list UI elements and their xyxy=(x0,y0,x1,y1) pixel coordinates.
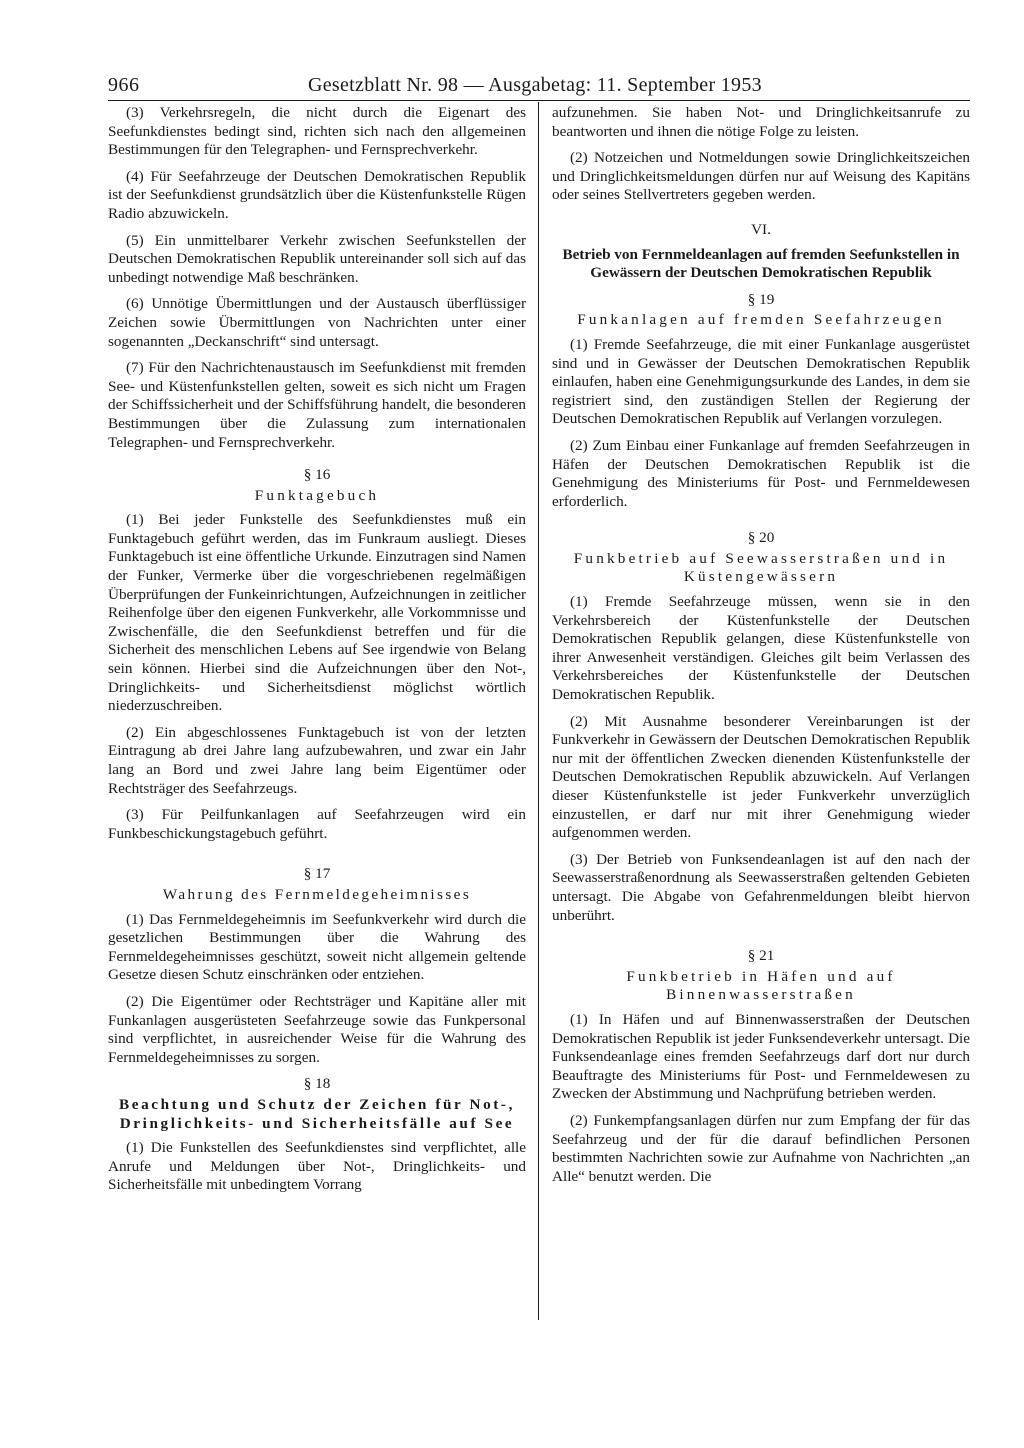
paragraph: (1) In Häfen und auf Binnenwasserstraßen der Deutschen Demokratischen Republik ist jeder Funksendeverkehr untersagt. Die Funksendeanlage eines fremden Seefahrzeugs darf dort nur durch Beauftragte des Ministeriums für Post- und Fernmeldewesen zu Zwecken der Abstimmung und Nachprüfung betrieben werden. xyxy=(552,1010,970,1103)
paragraph: (3) Der Betrieb von Funksendeanlagen ist auf den nach der Seewasserstraßenordnung als Seewasserstraßen geltenden Gebieten untersagt. Die Abgabe von Gefahrenmeldungen bleibt hiervon unberührt. xyxy=(552,850,970,924)
paragraph: (5) Ein unmittelbarer Verkehr zwischen Seefunkstellen der Deutschen Demokratischen Republik untereinander soll sich auf das unbedingt notwendige Maß beschränken. xyxy=(108,231,526,286)
paragraph: (2) Funkempfangsanlagen dürfen nur zum Empfang der für das Seefahrzeug und der für die darauf befindlichen Personen bestimmten Nachrichten sowie zur Aufnahme von Nachrichten „an Alle“ benutzt werden. Die xyxy=(552,1111,970,1185)
paragraph: (4) Für Seefahrzeuge der Deutschen Demokratischen Republik ist der Seefunkdienst grundsätzlich über die Küstenfunkstelle Rügen Radio abzuwickeln. xyxy=(108,167,526,222)
paragraph: (1) Bei jeder Funkstelle des Seefunkdienstes muß ein Funktagebuch geführt werden, das im Funkraum ausliegt. Dieses Funktagebuch ist eine öffentliche Urkunde. Einzutragen sind Namen der Funker, Vermerke über die vorgeschriebenen regelmäßigen Überprüfungen der Funkeinrichtungen, Aufzeichnungen in zeitlicher Reihenfolge über den eigenen Funkverkehr, alle Vorkommnisse und Zwischenfälle, die den Seefunkdienst betreffen und für die Sicherheit des menschlichen Lebens auf See irgendwie von Belang sein können. Hierbei sind die Aufzeichnungen über den Not-, Dringlichkeits- und Sicherheitsdienst möglichst wörtlich niederzuschreiben. xyxy=(108,511,526,715)
part-number: VI. xyxy=(751,220,771,238)
paragraph: (7) Für den Nachrichtenaustausch im Seefunkdienst mit fremden See- und Küstenfunkstellen gelten, soweit es sich nicht um Fragen der Schiffssicherheit und der Schiffsführung handelt, die besonderen Bestimmungen über die Zulassung zum internationalen Telegraphen- und Fernsprechverkehr. xyxy=(108,359,526,451)
paragraph: (3) Verkehrsregeln, die nicht durch die Eigenart des Seefunkdienstes bedingt sind, richten sich nach den allgemeinen Bestimmungen für den Telegraphen- und Fernsprechverkehr. xyxy=(108,104,526,159)
section-title-16: Funktagebuch xyxy=(254,486,380,504)
right-column xyxy=(552,104,970,1194)
paragraph: (6) Unnötige Übermittlungen und der Austausch überflüssiger Zeichen sowie Übermittlungen von Nachrichten unter einer sogenannten „Deckanschrift“ sind untersagt. xyxy=(108,295,526,350)
section-number-17: § 17 xyxy=(303,865,331,883)
column-divider xyxy=(538,102,539,1320)
paragraph: (2) Ein abgeschlossenes Funktagebuch ist von der letzten Eintragung ab drei Jahre lang aufzubewahren, und zwar ein Jahr lang an Bord und zwei Jahre lang beim Eigentümer oder Rechtsträger des Seefahrzeugs. xyxy=(108,723,526,797)
page-number: 966 xyxy=(108,74,140,96)
section-title-19: Funkanlagen auf fremden Seefahrzeugen xyxy=(577,311,945,329)
header-title: Gesetzblatt Nr. 98 — Ausgabetag: 11. September 1953 xyxy=(308,74,762,96)
part-title: Betrieb von Fernmeldeanlagen auf fremden Seefunkstellen in Gewässern der Deutschen Demokratischen Republik xyxy=(562,245,960,282)
left-column xyxy=(108,104,526,1203)
section-number-20: § 20 xyxy=(747,529,775,547)
section-title-17: Wahrung des Fernmeldegeheimnisses xyxy=(162,885,472,903)
section-title-18: Beachtung und Schutz der Zeichen für Not-, Dringlichkeits- und Sicherheitsfälle auf See xyxy=(119,1095,515,1132)
paragraph: (2) Notzeichen und Notmeldungen sowie Dringlichkeitszeichen und Dringlichkeitsmeldungen dürfen nur auf Weisung des Kapitäns oder seines Stellvertreters gegeben werden. xyxy=(552,149,970,204)
section-number-16: § 16 xyxy=(303,466,331,484)
paragraph: aufzunehmen. Sie haben Not- und Dringlichkeitsanrufe zu beantworten und ihnen die nötige Folge zu leisten. xyxy=(552,104,970,140)
section-title-21: Funkbetrieb in Häfen und auf Binnenwasserstraßen xyxy=(626,967,896,1004)
paragraph: (3) Für Peilfunkanlagen auf Seefahrzeugen wird ein Funkbeschickungstagebuch geführt. xyxy=(108,806,526,842)
section-title-20: Funkbetrieb auf Seewasserstraßen und in Küstengewässern xyxy=(573,549,949,586)
paragraph: (2) Mit Ausnahme besonderer Vereinbarungen ist der Funkverkehr in Gewässern der Deutschen Demokratischen Republik nur mit der öffentlichen Zwecken dienenden Küstenfunkstelle der Deutschen Demokratischen Republik abzuwickeln. Auf Verlangen dieser Küstenfunkstelle ist jeder Funkverkehr unverzüglich einzustellen, er darf nur mit ihrer Genehmigung wieder aufgenommen werden. xyxy=(552,712,970,842)
section-number-21: § 21 xyxy=(747,947,775,965)
paragraph: (1) Die Funkstellen des Seefunkdienstes sind verpflichtet, alle Anrufe und Meldungen über Not-, Dringlichkeits- und Sicherheitsfälle mit unbedingtem Vorrang xyxy=(108,1139,526,1194)
section-number-18: § 18 xyxy=(303,1075,331,1093)
paragraph: (1) Fremde Seefahrzeuge müssen, wenn sie in den Verkehrsbereich der Küstenfunkstelle der Deutschen Demokratischen Republik gelangen, diese Küstenfunkstelle von ihrer Anwesenheit verständigen. Gleiches gilt beim Verlassen des Verkehrsbereiches der Küstenfunkstelle der Deutschen Demokratischen Republik. xyxy=(552,593,970,704)
paragraph: (2) Die Eigentümer oder Rechtsträger und Kapitäne aller mit Funkanlagen ausgerüsteten Seefahrzeuge sowie das Funkpersonal sind verpflichtet, in ausreichender Weise für die Wahrung des Fernmeldegeheimnisses zu sorgen. xyxy=(108,992,526,1066)
section-number-19: § 19 xyxy=(747,290,775,308)
paragraph: (1) Das Fernmeldegeheimnis im Seefunkverkehr wird durch die gesetzlichen Bestimmungen über die Wahrung des Fernmeldegeheimnisses geschützt, soweit nicht allgemein geltende Gesetze diesen Schutz einschränken oder entziehen. xyxy=(108,910,526,984)
paragraph: (2) Zum Einbau einer Funkanlage auf fremden Seefahrzeugen in Häfen der Deutschen Demokratischen Republik ist die Genehmigung des Ministeriums für Post- und Fernmeldewesen erforderlich. xyxy=(552,436,970,510)
paragraph: (1) Fremde Seefahrzeuge, die mit einer Funkanlage ausgerüstet sind und in Gewässer der Deutschen Demokratischen Republik einlaufen, haben eine Genehmigungsurkunde des Landes, in dem sie registriert sind, den zuständigen Stellen der Regierung der Deutschen Demokratischen Republik auf Verlangen vorzulegen. xyxy=(552,335,970,428)
page-header xyxy=(108,70,970,101)
